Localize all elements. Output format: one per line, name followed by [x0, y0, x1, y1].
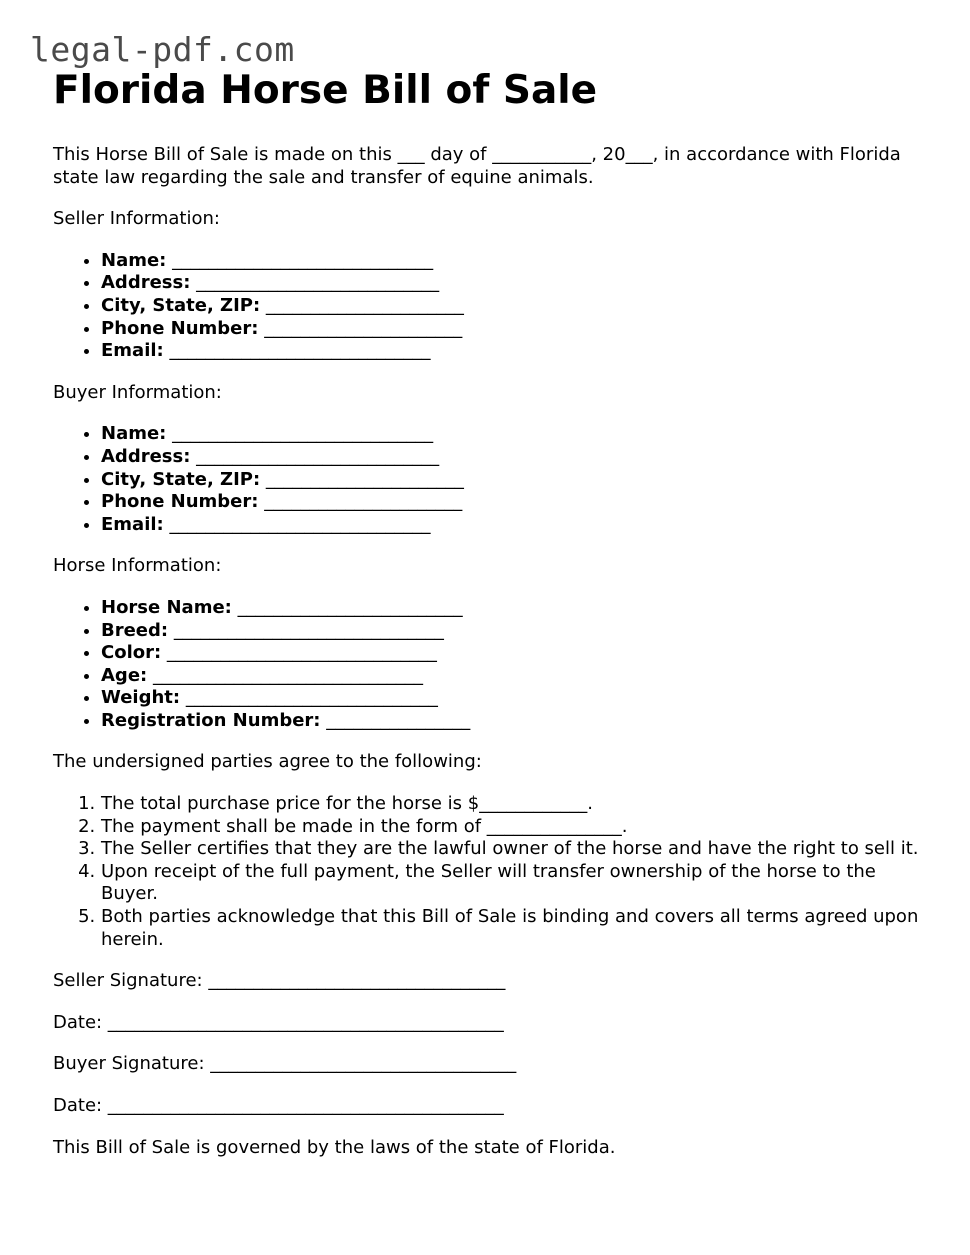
field-blank[interactable]: ___________________________ — [190, 445, 440, 467]
list-item — [101, 514, 933, 537]
field-blank[interactable]: _____________________________ — [163, 513, 431, 535]
agreement-terms-list — [53, 793, 933, 951]
field-blank[interactable]: _________________________ — [231, 596, 463, 618]
field-blank[interactable]: _____________________________ — [166, 249, 434, 271]
watermark-logo: legal-pdf.com — [30, 30, 295, 69]
seller-fields-list — [53, 250, 933, 363]
field-blank[interactable]: _____________________________ — [163, 340, 431, 362]
list-item — [101, 710, 933, 733]
document-title: Florida Horse Bill of Sale — [53, 68, 598, 113]
buyer-date-line[interactable]: Date: ____________________________________________ — [53, 1095, 504, 1116]
term-item: 1. The total purchase price for the horse is $____________. — [101, 793, 933, 816]
field-label: Phone Number: — [101, 317, 259, 339]
field-blank[interactable]: ______________________________ — [147, 664, 423, 686]
field-label: Breed: — [101, 619, 169, 641]
field-blank[interactable]: ______________________ — [258, 317, 463, 339]
list-item — [101, 665, 933, 688]
document-page — [53, 68, 933, 1178]
field-label: Registration Number: — [101, 709, 321, 731]
field-label: City, State, ZIP: — [101, 294, 261, 316]
field-label: City, State, ZIP: — [101, 468, 261, 490]
intro-paragraph: This Horse Bill of Sale is made on this ___ day of ___________, 20___, in accordance with Florida state law regarding the sale and transfer of equine animals. — [53, 144, 901, 188]
field-label: Horse Name: — [101, 596, 232, 618]
buyer-fields-list — [53, 423, 933, 536]
buyer-heading: Buyer Information: — [53, 381, 222, 403]
field-label: Address: — [101, 445, 191, 467]
field-label: Name: — [101, 423, 167, 445]
buyer-signature-line[interactable]: Buyer Signature: __________________________________ — [53, 1053, 517, 1075]
field-label: Phone Number: — [101, 491, 259, 513]
horse-fields-list — [53, 597, 933, 733]
term-item: 2. The payment shall be made in the form of _______________. — [101, 816, 933, 839]
list-item — [101, 620, 933, 643]
field-blank[interactable]: ___________________________ — [190, 272, 440, 294]
term-item: 5. Both parties acknowledge that this Bill of Sale is binding and covers all terms agreed upon herein. — [101, 906, 933, 951]
seller-heading: Seller Information: — [53, 208, 220, 230]
field-blank[interactable]: _____________________________ — [166, 423, 434, 445]
list-item — [101, 597, 933, 620]
list-item — [101, 250, 933, 273]
field-label: Weight: — [101, 687, 181, 709]
field-label: Color: — [101, 642, 162, 664]
list-item — [101, 318, 933, 341]
field-label: Address: — [101, 272, 191, 294]
field-blank[interactable]: ________________ — [320, 709, 471, 731]
list-item — [101, 491, 933, 514]
field-blank[interactable]: ____________________________ — [180, 687, 438, 709]
field-label: Email: — [101, 340, 164, 362]
list-item — [101, 295, 933, 318]
field-label: Age: — [101, 664, 148, 686]
field-blank[interactable]: ______________________ — [258, 491, 463, 513]
list-item — [101, 687, 933, 710]
list-item — [101, 642, 933, 665]
list-item — [101, 446, 933, 469]
seller-date-line[interactable]: Date: ____________________________________________ — [53, 1011, 504, 1033]
list-item — [101, 272, 933, 295]
field-label: Email: — [101, 513, 164, 535]
list-item — [101, 469, 933, 492]
seller-signature-line[interactable]: Seller Signature: _________________________________ — [53, 970, 506, 992]
horse-heading: Horse Information: — [53, 555, 222, 577]
field-label: Name: — [101, 249, 167, 271]
field-blank[interactable]: ______________________ — [260, 468, 464, 490]
closing-statement: This Bill of Sale is governed by the laws of the state of Florida. — [53, 1136, 616, 1158]
term-item: 3. The Seller certifies that they are the lawful owner of the horse and have the right to sell it. — [101, 838, 933, 861]
field-blank[interactable]: ______________________________ — [161, 642, 437, 664]
list-item — [101, 340, 933, 363]
term-item: 4. Upon receipt of the full payment, the Seller will transfer ownership of the horse to the Buyer. — [101, 861, 933, 906]
list-item — [101, 423, 933, 446]
agreement-heading: The undersigned parties agree to the following: — [53, 751, 482, 773]
field-blank[interactable]: ______________________ — [260, 294, 464, 316]
field-blank[interactable]: ______________________________ — [168, 619, 444, 641]
